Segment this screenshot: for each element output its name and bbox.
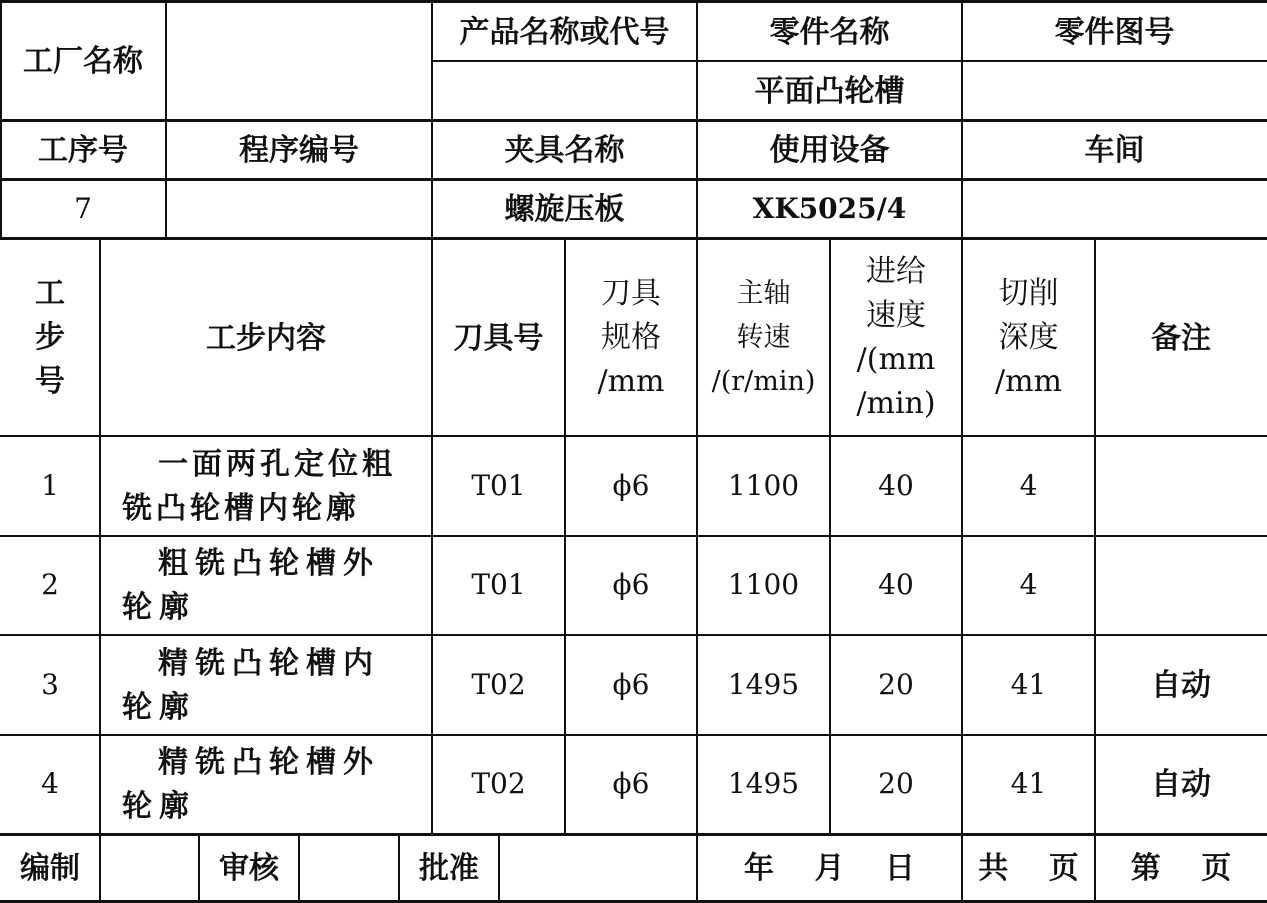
page-no-label: 第 页	[1130, 850, 1232, 886]
row-1-tool: T01	[471, 469, 526, 503]
row-4-content: 精铣凸轮槽外轮廓	[122, 744, 380, 824]
row-1-speed: 1100	[727, 469, 800, 503]
row-2-speed: 1100	[727, 568, 800, 602]
row-1-spec: ϕ6	[612, 469, 650, 503]
row-2-content: 粗铣凸轮槽外轮廓	[122, 545, 380, 625]
reviewed-value	[299, 836, 399, 900]
row-1-step: 1	[41, 469, 59, 503]
part-name-label: 零件名称	[769, 14, 890, 50]
approved-value	[499, 836, 697, 900]
fixture-name-label: 夹具名称	[504, 133, 625, 168]
equipment-label: 使用设备	[769, 133, 890, 168]
row-3-spec: ϕ6	[612, 668, 650, 702]
row-1-feed: 40	[878, 469, 914, 503]
row-2-remark	[1095, 536, 1267, 635]
col-tool-spec: 刀具 规格 /mm	[597, 276, 665, 399]
row-4-remark: 自动	[1151, 767, 1211, 802]
part-drawing-label: 零件图号	[1054, 14, 1175, 50]
row-1-depth: 4	[1019, 469, 1038, 503]
program-no-label: 程序编号	[239, 133, 359, 168]
row-3-depth: 41	[1010, 668, 1047, 702]
approved-label: 批准	[419, 850, 479, 886]
col-tool-no: 刀具号	[453, 320, 544, 356]
product-name-value	[432, 62, 697, 120]
part-name-value: 平面凸轮槽	[754, 73, 905, 109]
row-4-speed: 1495	[727, 767, 800, 801]
total-pages-label: 共 页	[978, 850, 1079, 886]
row-2-depth: 4	[1019, 568, 1038, 602]
factory-name-value	[166, 3, 432, 120]
row-1-remark	[1095, 437, 1267, 536]
row-4-spec: ϕ6	[612, 767, 650, 801]
workshop-label: 车间	[1084, 133, 1145, 168]
row-2-step: 2	[41, 568, 59, 602]
row-3-speed: 1495	[727, 668, 800, 702]
compiled-label: 编制	[20, 850, 80, 886]
process-no-label: 工序号	[38, 133, 128, 168]
date-label: 年 月 日	[744, 850, 915, 886]
equipment-value: XK5025/4	[752, 192, 907, 226]
row-3-step: 3	[41, 668, 59, 702]
row-3-content: 精铣凸轮槽内轮廓	[122, 645, 380, 725]
col-cut-depth: 切削 深度 /mm	[994, 276, 1062, 399]
row-4-depth: 41	[1010, 767, 1047, 801]
product-name-label: 产品名称或代号	[459, 14, 670, 50]
col-step-no: 工 步 号	[35, 276, 65, 399]
col-feed-speed: 进给 速度 /(mm /min)	[856, 254, 936, 421]
col-step-content: 工步内容	[206, 320, 326, 356]
col-remark: 备注	[1151, 320, 1211, 356]
reviewed-label: 审核	[219, 850, 279, 886]
compiled-value	[100, 836, 199, 900]
row-4-feed: 20	[878, 767, 914, 801]
row-3-remark: 自动	[1151, 668, 1211, 703]
row-3-tool: T02	[471, 668, 526, 702]
row-4-step: 4	[41, 767, 59, 801]
program-no-value	[166, 181, 432, 238]
row-1-content: 一面两孔定位粗铣凸轮槽内轮廓	[122, 446, 396, 526]
row-2-feed: 40	[878, 568, 914, 602]
row-2-spec: ϕ6	[612, 568, 650, 602]
row-3-feed: 20	[878, 668, 914, 702]
row-2-tool: T01	[471, 568, 526, 602]
part-drawing-value	[962, 62, 1267, 120]
factory-name-label: 工厂名称	[23, 44, 143, 79]
col-spindle-speed: 主轴 转速 /(r/min)	[711, 278, 816, 397]
process-no-value: 7	[74, 192, 92, 226]
fixture-name-value: 螺旋压板	[504, 192, 625, 227]
row-4-tool: T02	[471, 767, 526, 801]
workshop-value	[962, 181, 1267, 238]
